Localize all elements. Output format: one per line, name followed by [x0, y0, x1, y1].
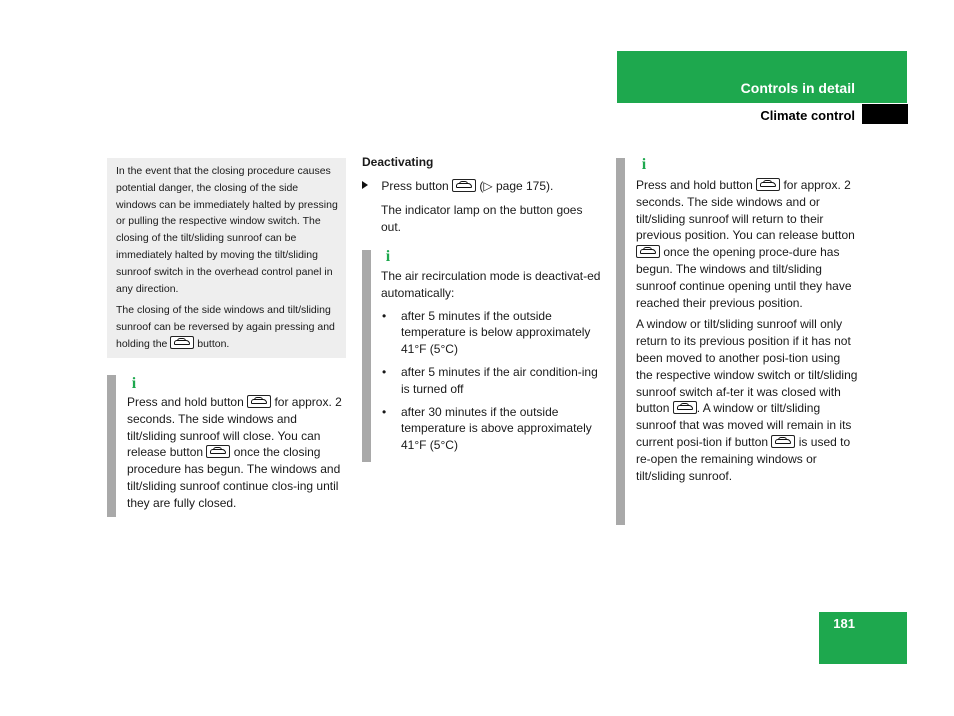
step-text: Press button — [381, 179, 449, 193]
info-text: . A window or tilt/sliding sunroof that was moved will remain in its current posi-tion if button — [636, 401, 852, 449]
info-icon: i — [641, 156, 647, 173]
sunroof-close-button-icon — [247, 395, 271, 408]
sunroof-close-button-icon — [756, 178, 780, 191]
note-text: button. — [197, 337, 230, 350]
note-paragraph: In the event that the closing procedure causes potential danger, the closing of the side windows can be immediately halted by pressing or pulling the respective window switch. The closing of the tilt/sliding sunroof can be immediately halted by moving the tilt/sliding sunroof switch in the overhead control panel in any direction. — [116, 165, 338, 295]
info-text: is used to re-open the remaining windows or tilt/sliding sunroof. — [636, 434, 851, 483]
bullet-list — [381, 308, 603, 454]
info-text: once the closing procedure has begun. The windows and tilt/sliding sunroof continue clos-ing until they are fully closed. — [127, 445, 341, 510]
info-text: A window or tilt/sliding sunroof will only return to its previous position if it has not been moved to another posi-tion using the respective window switch or tilt/sliding sunroof switch af-ter it was closed with button — [636, 317, 858, 416]
info-text: The air recirculation mode is deactivat-ed automatically: — [381, 269, 601, 300]
note-paragraph — [116, 302, 340, 352]
info-text: for approx. 2 seconds. The side windows and tilt/sliding sunroof will close. You can release button — [127, 395, 342, 460]
deactivating-heading: Deactivating — [362, 155, 434, 169]
list-item: • after 5 minutes if the outside temperature is below approximately 41°F (5°C) — [381, 308, 603, 358]
recirculation-button-icon — [452, 179, 476, 192]
info-text: for approx. 2 seconds. The side windows and or tilt/sliding sunroof will return to their previous position. You can release button — [636, 178, 855, 243]
info-paragraph — [636, 177, 858, 311]
sunroof-close-button-icon — [206, 445, 230, 458]
step-item — [362, 178, 602, 195]
info-paragraph — [127, 394, 347, 512]
info-text: Press and hold button — [127, 395, 244, 409]
info-bar — [362, 250, 371, 462]
sunroof-close-button-icon — [636, 245, 660, 258]
list-item: • after 5 minutes if the air condition-ing is turned off — [381, 364, 603, 398]
section-tab-marker — [862, 104, 908, 124]
info-paragraph — [381, 268, 603, 460]
section-title: Controls in detail — [740, 80, 855, 96]
info-paragraph — [636, 316, 858, 484]
info-icon: i — [131, 375, 137, 392]
info-content — [636, 177, 858, 484]
step-arrow-icon — [362, 181, 368, 189]
info-icon: i — [385, 248, 391, 265]
list-item: • after 30 minutes if the outside temperature is above approximately 41°F (5°C) — [381, 404, 603, 454]
sunroof-close-button-icon — [170, 336, 194, 349]
subsection-title: Climate control — [760, 108, 855, 123]
info-text: Press and hold button — [636, 178, 753, 192]
note-text: The closing of the side windows and tilt/sliding sunroof can be reversed by again pressing and holding the — [116, 304, 335, 350]
sunroof-close-button-icon — [771, 435, 795, 448]
page-reference: (▷ page 175). — [479, 179, 554, 193]
sunroof-close-button-icon — [673, 401, 697, 414]
info-text: once the opening proce-dure has begun. The windows and tilt/sliding sunroof continue opening until they have reached their previous position. — [636, 245, 852, 310]
step-note: The indicator lamp on the button goes out. — [381, 203, 583, 234]
info-bar — [107, 375, 116, 517]
gray-note-box — [107, 158, 346, 358]
page-number: 181 — [833, 616, 855, 631]
info-bar — [616, 158, 625, 525]
